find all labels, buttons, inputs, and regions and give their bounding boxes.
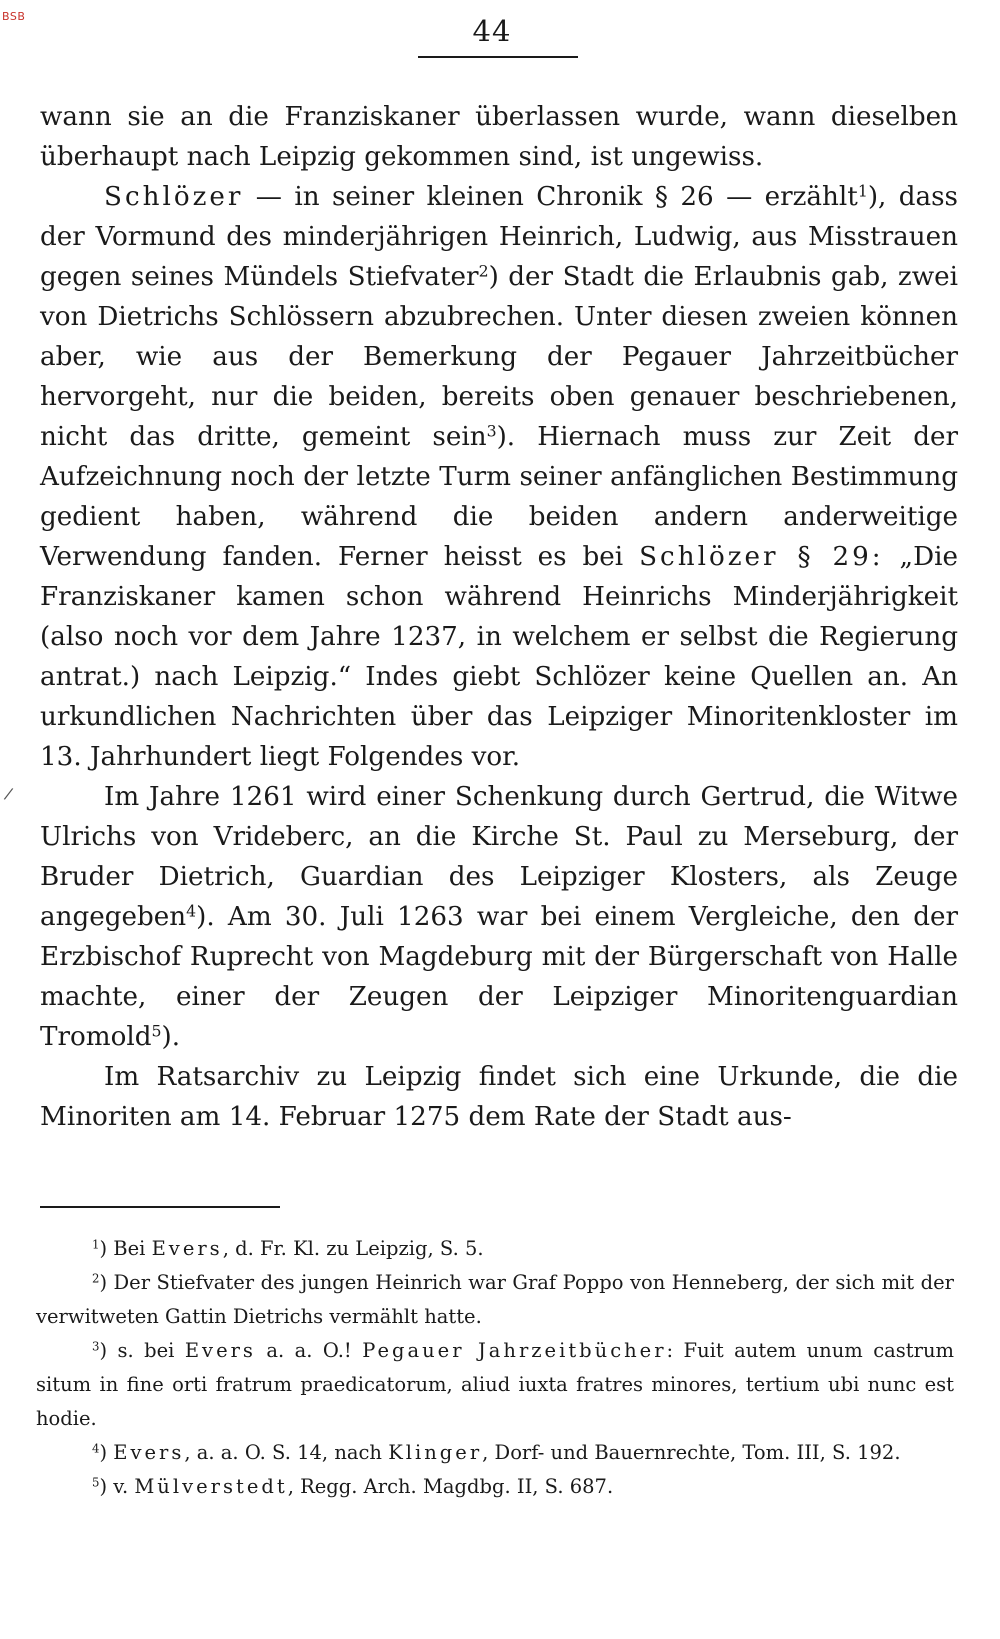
paragraph-2: Schlözer — in seiner kleinen Chronik § 26 — erzählt$^1$), dass der Vormund des minderjährigen Heinrich, Ludwig, aus Misstrauen gegen seines Mündels Stiefvater$^2$) der Stadt die Erlaubnis gab, zwei von Dietrichs Schlössern abzubrechen. Unter diesen zweien können aber, wie aus der Bemerkung der Pegauer Jahrzeitbücher hervorgeht, nur die beiden, bereits oben genauer beschriebenen, nicht das dritte, gemeint sein$^3$). Hiernach muss zur Zeit der Aufzeichnung noch der letzte Turm seiner anfänglichen Bestimmung gedient haben, während die beiden andern anderweitige Verwendung fanden. Ferner heisst es bei Schlözer § 29: „Die Franziskaner kamen schon während Heinrichs Minderjährigkeit (also noch vor dem Jahre 1237, in welchem er selbst die Regierung antrat.) nach Leipzig.“ Indes giebt Schlözer keine Quellen an. An urkundlichen Nachrichten über das Leipziger Minoritenkloster im 13. Jahrhundert liegt Folgendes vor. [40,181,958,772]
footnote-ref-3: 3 [486,421,497,441]
footnote-marker: 4 [92,1441,100,1456]
page-number: 44 [472,14,512,48]
footnote-ref-1: 1 [857,181,868,201]
footnote-2: $^2$) Der Stiefvater des jungen Heinrich war Graf Poppo von Henneberg, der sich mit der verwitweten Gattin Dietrichs vermählt hatte. [36,1271,954,1328]
author-name: Schlözer [104,182,244,212]
footnote-divider [40,1206,280,1208]
footnote-marker: 3 [92,1339,100,1354]
footnote-4: $^4$) Evers, a. a. O. S. 14, nach Klinger, Dorf- und Bauernrechte, Tom. III, S. 192. [92,1441,901,1464]
author-name: Schlözer § 29: [639,542,884,572]
footnote-marker: 2 [92,1271,100,1286]
footnotes [36,1232,954,1504]
page-number-rule [418,56,578,58]
paragraph-1: wann sie an die Franziskaner überlassen wurde, wann dieselben überhaupt nach Leipzig gekommen sind, ist ungewiss. [40,102,958,172]
footnote-marker: 1 [92,1237,100,1252]
stray-mark: / [2,783,15,804]
footnote-ref-2: 2 [478,261,489,281]
main-text [40,97,958,1137]
paragraph-4: Im Ratsarchiv zu Leipzig findet sich eine Urkunde, die die Minoriten am 14. Februar 1275 dem Rate der Stadt aus- [40,1062,958,1132]
footnote-marker: 5 [92,1475,100,1490]
footnote-3: $^3$) s. bei Evers a. a. O.! Pegauer Jahrzeitbücher: Fuit autem unum castrum situm in fine orti fratrum praedicatorum, aliud iuxta fratres minores, tertium ubi nunc est hodie. [36,1339,954,1430]
footnote-ref-4: 4 [186,901,197,921]
paragraph-3: Im Jahre 1261 wird einer Schenkung durch Gertrud, die Witwe Ulrichs von Vrideberc, an die Kirche St. Paul zu Merseburg, der Bruder Dietrich, Guardian des Leipziger Klosters, als Zeuge angegeben$^4$). Am 30. Juli 1263 war bei einem Vergleiche, den der Erzbischof Ruprecht von Magdeburg mit der Bürgerschaft von Halle machte, einer der Zeugen der Leipziger Minoritenguardian Tromold$^5$). [40,782,958,1052]
footnote-5: $^5$) v. Mülverstedt, Regg. Arch. Magdbg. II, S. 687. [92,1475,614,1498]
library-stamp: BSB [2,10,26,23]
footnote-ref-5: 5 [151,1021,162,1041]
footnote-1: $^1$) Bei Evers, d. Fr. Kl. zu Leipzig, S. 5. [92,1237,484,1260]
